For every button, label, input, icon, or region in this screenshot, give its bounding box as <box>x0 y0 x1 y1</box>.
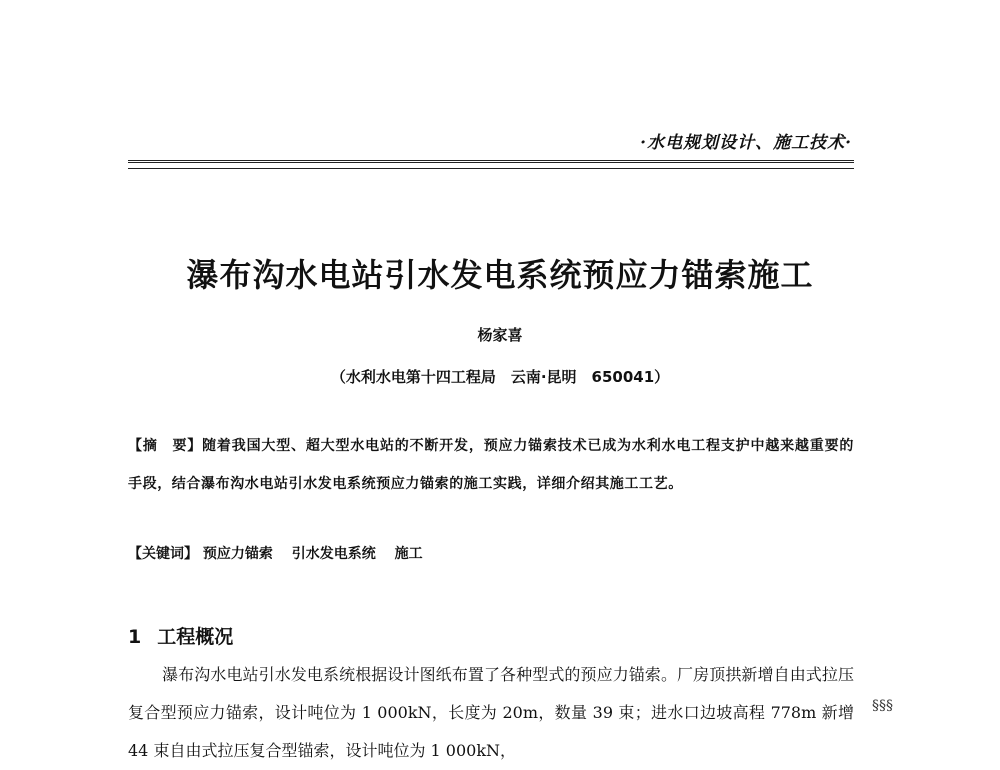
keyword-item: 引水发电系统 <box>291 546 376 562</box>
keyword-item: 施工 <box>394 546 423 562</box>
section-number: 1 <box>128 626 142 648</box>
affiliation: （水利水电第十四工程局 云南·昆明 650041） <box>330 368 670 386</box>
section-heading <box>128 622 233 649</box>
keyword-item: 预应力锚索 <box>202 546 273 562</box>
author: 杨家喜 <box>477 326 523 344</box>
margin-mark: §§§ <box>872 698 893 714</box>
paper-title: 瀑布沟水电站引水发电系统预应力锚索施工 <box>186 256 814 294</box>
abstract-label: 【摘 要】 <box>128 438 203 454</box>
body-paragraph <box>128 656 854 770</box>
keywords-label: 【关键词】 <box>128 546 198 562</box>
body-text: 瀑布沟水电站引水发电系统根据设计图纸布置了各种型式的预应力锚索。厂房顶拱新增自由式拉压复合型预应力锚索，设计吨位为 1 000kN，长度为 20m，数量 39 束；进水口边坡高程 778m 新增 44 束自由式拉压复合型锚索，设计吨位为 1 000kN， <box>128 665 854 760</box>
abstract-text: 随着我国大型、超大型水电站的不断开发，预应力锚索技术已成为水利水电工程支护中越来越重要的手段，结合瀑布沟水电站引水发电系统预应力锚索的施工实践，详细介绍其施工工艺。 <box>128 438 854 492</box>
keywords <box>128 543 854 563</box>
header-rule <box>128 160 854 169</box>
section-title: 工程概况 <box>157 626 234 648</box>
abstract <box>128 427 854 503</box>
journal-header: ·水电规划设计、施工技术· <box>640 133 852 153</box>
